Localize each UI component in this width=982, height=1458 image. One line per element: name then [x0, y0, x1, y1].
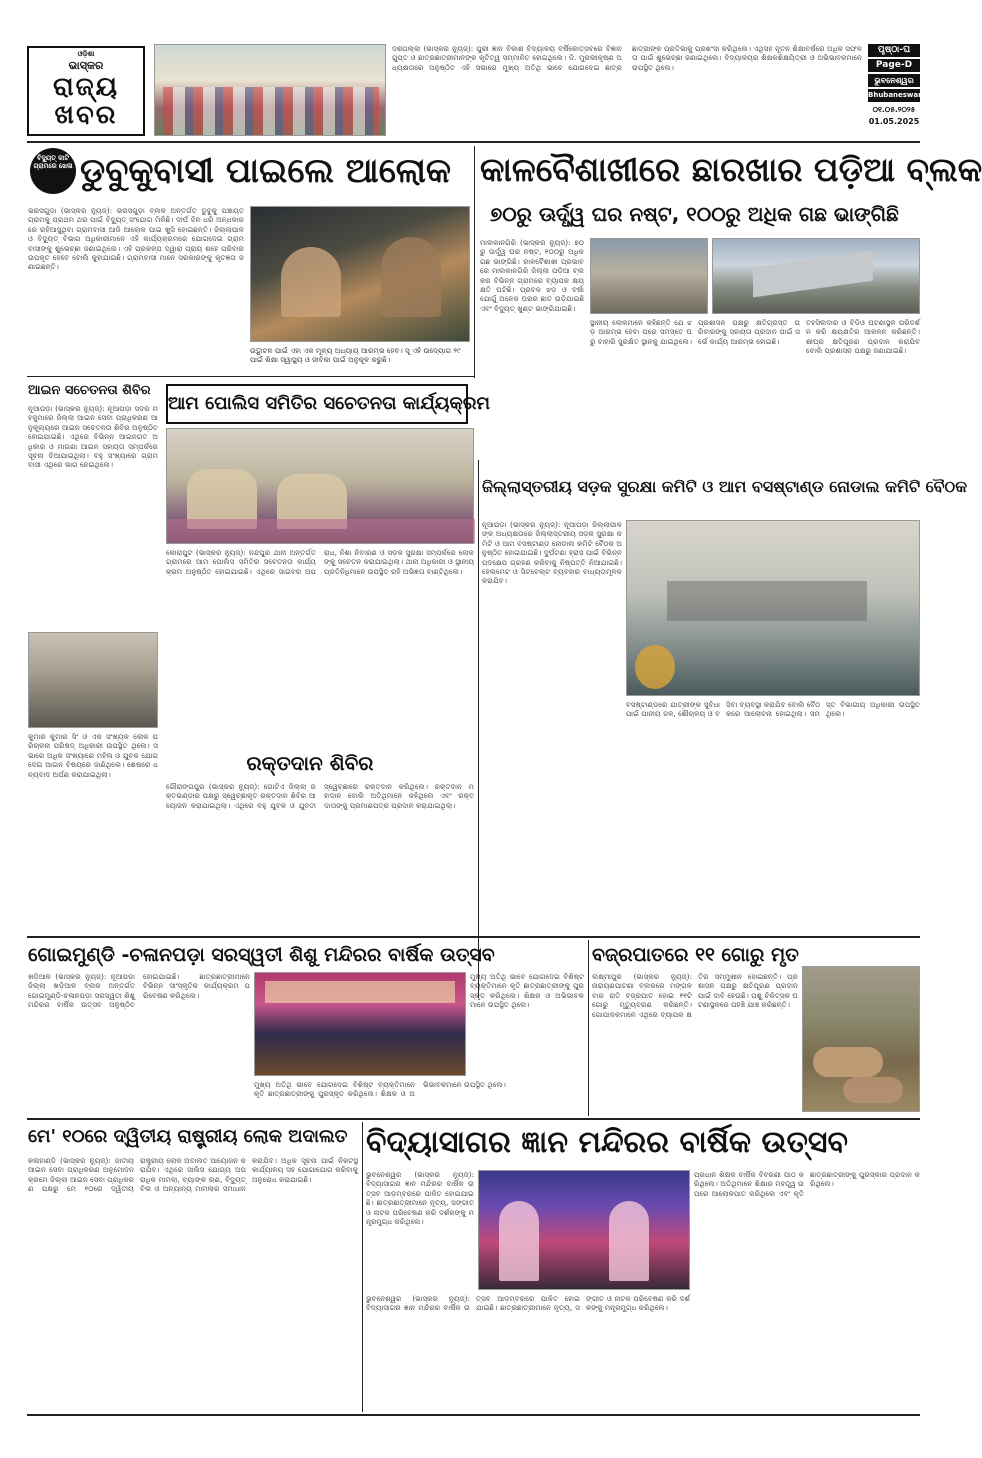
- story9-text: କଳାହାଣ୍ଡି (ଭାସ୍କର ନ୍ୟୁଜ୍): ଜାତୀୟ ଆଇନ ସେବା ପ୍ରାଧିକରଣ ଅନୁମୋଦନ କ୍ରମେ ଜିଲ୍ଲା ଆଇନ ସେବା ପ୍ରାଧିକରଣ ପକ୍ଷରୁ ମେ ୧୦ରେ ଦ୍ୱିତୀୟ ରାଷ୍ଟ୍ରୀୟ ଲୋକ ଅଦାଲତ ଆୟୋଜନ କରାଯିବ। ଏଥିରେ ସାଲିସ ଯୋଗ୍ୟ ଅପରାଧିକ ମାମଲା, ବ୍ୟାଙ୍କ ଋଣ, ବିଦ୍ୟୁତ୍ ବିଲ ଓ ଅନ୍ୟାନ୍ୟ ମାମଲାର ସମାଧାନ କରାଯିବ। ଅଧିକ ସୂଚନା ପାଇଁ ନିକଟସ୍ଥ କାର୍ଯ୍ୟାଳୟ ସହ ଯୋଗାଯୋଗ କରିବାକୁ ଅନୁରୋଧ କରାଯାଇଛି।: [28, 1156, 361, 1194]
- story4-text: କୋରାପୁଟ (ଭାସ୍କର ନ୍ୟୁଜ୍): ନନ୍ଦପୁର ଥାନା ଅନ୍ତର୍ଗତ ଗ୍ରାମରେ ଆମ ପୋଲିସ ସମିତିର ସଚେତନତା କାର୍ଯ୍ୟକ୍ରମ ଅନୁଷ୍ଠିତ ହୋଇଯାଇଛି। ଏଥିରେ ସାଇବର ଅପରାଧ, ନିଶା ନିବାରଣ ଓ ସଡ଼କ ସୁରକ୍ଷା ସମ୍ପର୍କରେ ଲୋକଙ୍କୁ ସଚେତନ କରାଯାଇଥିଲା। ଥାନା ଅଧିକାରୀ ଓ ସ୍ଥାନୀୟ ପ୍ରତିନିଧିମାନେ ଉପସ୍ଥିତ ରହି ଅଭିଜ୍ଞତା ବାଣ୍ଟିଥିଲେ।: [166, 548, 477, 576]
- story8-text: ଲକ୍ଷ୍ମୀପୁର (ଭାସ୍କର ନ୍ୟୁଜ୍): ନାରାୟଣପାଟଣା ବ୍ଲକରେ ମଙ୍ଗଳବାର ରାତି ବଜ୍ରପାତ ହୋଇ ୧୧ଟି ଗୋରୁ ମୃତ୍ୟୁବରଣ କରିଛନ୍ତି। ଗୋପାଳକମାନେ ଏଥିରେ ବ୍ୟାପକ କ୍ଷତିର ସମ୍ମୁଖୀନ ହୋଇଛନ୍ତି। ପ୍ରଶାସନ ପକ୍ଷରୁ କ୍ଷତିପୂରଣ ପ୍ରଦାନ ପାଇଁ ଦାବି ହେଉଛି। ପଶୁ ଚିକିତ୍ସକ ଘଟଣାସ୍ଥଳରେ ପହଞ୍ଚି ଯାଞ୍ଚ କରିଛନ୍ତି।: [592, 972, 801, 1019]
- city-en: Bhubaneswar: [868, 89, 920, 102]
- story10-text: ଭୁବନେଶ୍ୱର (ଭାସ୍କର ନ୍ୟୁଜ୍): ବିଦ୍ୟାସାଗର ଜ୍ଞାନ ମନ୍ଦିରର ବାର୍ଷିକ ଉତ୍ସବ ଆଡ଼ମ୍ବରରେ ପାଳିତ ହୋଇଯାଇଛି। ଛାତ୍ରଛାତ୍ରୀମାନେ ନୃତ୍ୟ, ସଙ୍ଗୀତ ଓ ନାଟକ ପରିବେଷଣ କରି ଦର୍ଶକଙ୍କୁ ମନ୍ତ୍ରମୁଗ୍ଧ କରିଥିଲେ।: [366, 1170, 477, 1227]
- story3-text: ନୂଆପଡ଼ା (ଭାସ୍କର ନ୍ୟୁଜ୍): ନୂଆପଡ଼ା ସଦର ମହକୁମାରେ ଜିଲ୍ଲା ଆଇନ ସେବା ପ୍ରାଧିକରଣ ଆନୁକୂଲ୍ୟରେ ଆଇନ ସଚେତନତା ଶିବିର ଅନୁଷ୍ଠିତ ହୋଇଯାଇଛି। ଏଥିରେ ବିଭିନ୍ନ ଆଇନଗତ ଅଧିକାର ଓ ମାଗଣା ଆଇନ ସହାୟତା ସମ୍ପର୍କରେ ସୂଚନା ଦିଆଯାଇଥିଲା। ବହୁ ସଂଖ୍ୟାରେ ଗ୍ରାମବାସୀ ଏଥିରେ ଭାଗ ନେଇଥିଲେ।: [28, 404, 161, 470]
- story9-headline: ମେ' ୧୦ରେ ଦ୍ୱିତୀୟ ରାଷ୍ଟ୍ରୀୟ ଲୋକ ଅଦାଲତ: [28, 1126, 348, 1147]
- top-story-text: ଦଶପଲ୍ଲା (ଭାସ୍କର ନ୍ୟୁଜ୍): ପୁରୀ ଜ୍ଞାନ ବିକାଶ ବିଦ୍ୟାଳୟ ବର୍ଷିକୋତ୍ସବରେ ବିଜ୍ଞାନ ଗୁପ୍ତ ଓ ଛାତ୍ରଛାତ୍ରୀମାନଙ୍କ କୃତିତ୍ୱ ସମ୍ମାନିତ ହୋଇଥିଲେ। ଡି. ମୁରଲୀକୃଷ୍ଣ ଅଧ୍ୟକ୍ଷତାରେ ଅନୁଷ୍ଠିତ ଏହି ସଭାରେ ମୁଖ୍ୟ ଅତିଥି ଭାବେ ଯୋଗଦେଇ ଛାତ୍ରଛାତ୍ରୀଙ୍କ ପ୍ରତିଭାକୁ ପ୍ରଶଂସା କରିଥିଲେ। ଏଥିସହ ନୂତନ ଶିକ୍ଷାବର୍ଷରେ ଅଧିକ ସଫଳତା ପାଇଁ ଶୁଭେଚ୍ଛା ଜଣାଇଥିଲେ। ବିଦ୍ୟାଳୟର ଶିକ୍ଷକଶିକ୍ଷୟିତ୍ରୀ ଓ ଅଭିଭାବକମାନେ ଉପସ୍ଥିତ ଥିଲେ।: [392, 44, 865, 72]
- story1-photo: [250, 206, 470, 342]
- story4-photo: [166, 428, 474, 544]
- masthead-brand: ଭାସ୍କର: [68, 59, 104, 72]
- masthead-line2: ଖବର: [54, 100, 118, 130]
- city-or: ଭୁବନେଶ୍ୱର: [868, 74, 920, 87]
- story8-headline: ବଜ୍ରପାତରେ ୧୧ ଗୋରୁ ମୃତ: [592, 944, 799, 966]
- story1-tag: ବିଦ୍ୟୁତ୍ କାଟି ଗ୍ରାମରେ ଖେଳା: [30, 148, 76, 194]
- story2-headline: କାଳବୈଶାଖୀରେ ଛାରଖାର ପଡ଼ିଆ ବ୍ଲକ: [480, 150, 982, 189]
- story10-photo: [478, 1170, 690, 1290]
- story5-text: ନୂଆପଡ଼ା (ଭାସ୍କର ନ୍ୟୁଜ୍): ନୂଆପଡ଼ା ଜିଲ୍ଲାପାଳଙ୍କ ଅଧ୍ୟକ୍ଷତାରେ ଜିଲ୍ଲାସ୍ତରୀୟ ସଡ଼କ ସୁରକ୍ଷା କମିଟି ଓ ଆମ ବସଷ୍ଟାଣ୍ଡ ନୋଡାଲ କମିଟି ବୈଠକ ଅନୁଷ୍ଠିତ ହୋଇଯାଇଛି। ଦୁର୍ଘଟଣା ହ୍ରାସ ପାଇଁ ବିଭିନ୍ନ ପଦକ୍ଷେପ ଗ୍ରହଣ କରିବାକୁ ନିଷ୍ପତ୍ତି ନିଆଯାଇଛି। ହେଲମେଟ ଓ ସିଟବେଲ୍ଟ ବ୍ୟବହାର ବାଧ୍ୟତାମୂଳକ କରାଯିବ।: [482, 520, 625, 586]
- story2-subhead: ୭୦ରୁ ଊର୍ଦ୍ଧ୍ୱ ଘର ନଷ୍ଟ, ୧୦୦ରୁ ଅଧିକ ଗଛ ଭାଙ୍ଗିଛି: [490, 202, 899, 226]
- masthead-top: ଓଡ଼ିଶା: [77, 50, 95, 58]
- story6-text: ଗୌରାଙ୍ଗପୁର (ଭାସ୍କର ନ୍ୟୁଜ୍): ଗୋଟିଏ ଜିଲ୍ଲା ରକ୍ତଭଣ୍ଡାର ପକ୍ଷରୁ ସ୍ୱେଚ୍ଛାକୃତ ରକ୍ତଦାନ ଶିବିର ଆୟୋଜନ କରାଯାଇଥିଲା। ଏଥିରେ ବହୁ ଯୁବକ ଓ ଯୁବତୀ ସ୍ୱେଚ୍ଛାରେ ରକ୍ତଦାନ କରିଥିଲେ। ରକ୍ତଦାନ ମହାଦାନ ବୋଲି ଅତିଥିମାନେ କହିଥିଲେ ଏବଂ ରକ୍ତଦାତାଙ୍କୁ ପ୍ରମାଣପତ୍ର ପ୍ରଦାନ କରାଯାଇଥିଲା।: [166, 782, 474, 810]
- story2-photo-left: [590, 238, 708, 314]
- masthead-line1: ରାଜ୍ୟ: [52, 72, 120, 102]
- story10-text3: ଭୁବନେଶ୍ୱର (ଭାସ୍କର ନ୍ୟୁଜ୍): ବିଦ୍ୟାସାଗର ଜ୍ଞାନ ମନ୍ଦିରର ବାର୍ଷିକ ଉତ୍ସବ ଆଡ଼ମ୍ବରରେ ପାଳିତ ହୋଇଯାଇଛି। ଛାତ୍ରଛାତ୍ରୀମାନେ ନୃତ୍ୟ, ସଙ୍ଗୀତ ଓ ନାଟକ ପରିବେଷଣ କରି ଦର୍ଶକଙ୍କୁ ମନ୍ତ୍ରମୁଗ୍ଧ କରିଥିଲେ।: [366, 1294, 690, 1313]
- story3-text2: କୁମାର କୁମାର ସିଂ ଓ ଏକ ସଂଖ୍ୟକ ଲୋକ ପରିଚାଳନା ପରିଷଦ୍ ଅଧିକାରୀ ଉପସ୍ଥିତ ଥିଲେ। ସଭାରେ ଅଧିକ ସଂଖ୍ୟାରେ ମହିଳା ଓ ଯୁବକ ଯୋଗଦେଇ ଆଇନ ବିଷୟରେ ଜାଣିଥିଲେ। ଶେଷରେ ଧନ୍ୟବାଦ ଅର୍ପଣ କରାଯାଇଥିଲା।: [28, 732, 158, 779]
- story7-photo: [254, 972, 466, 1076]
- story6-headline: ରକ୍ତଦାନ ଶିବିର: [246, 751, 374, 775]
- story7-text3: ମୁଖ୍ୟ ଅତିଥି ଭାବେ ଯୋଗଦେଇ ବିଶିଷ୍ଟ ବ୍ୟକ୍ତିମାନେ କୃତି ଛାତ୍ରଛାତ୍ରୀଙ୍କୁ ପୁରସ୍କୃତ କରିଥିଲେ। ଶିକ୍ଷକ ଓ ଅଭିଭାବକମାନେ ଉପସ୍ଥିତ ଥିଲେ।: [470, 972, 587, 1010]
- story3-headline: ଆଇନ ସଚେତନତା ଶିବିର: [28, 383, 151, 398]
- story10-text2: ପ୍ରଧାନ ଶିକ୍ଷକ ବାର୍ଷିକ ବିବରଣୀ ପାଠ କରିଥିଲେ। ଅତିଥିମାନେ ଶିକ୍ଷାର ମହତ୍ତ୍ୱ ଉପରେ ଆଲୋକପାତ କରିଥିଲେ ଏବଂ କୃତି ଛାତ୍ରଛାତ୍ରୀଙ୍କୁ ପୁରସ୍କାର ପ୍ରଦାନ କରିଥିଲେ।: [694, 1170, 920, 1198]
- page-info: [868, 44, 920, 136]
- story7-text: ଖଡ଼ିଆଳ (ଭାସ୍କର ନ୍ୟୁଜ୍): ନୂଆପଡ଼ା ଜିଲ୍ଲା ଖଡ଼ିଆଳ ବ୍ଲକ ଅନ୍ତର୍ଗତ ଗୋଇମୁଣ୍ଡି-ଚଳାନପଡ଼ା ସରସ୍ୱତୀ ଶିଶୁ ମନ୍ଦିରର ବାର୍ଷିକ ଉତ୍ସବ ଅନୁଷ୍ଠିତ ହୋଇଯାଇଛି। ଛାତ୍ରଛାତ୍ରୀମାନେ ବିଭିନ୍ନ ସାଂସ୍କୃତିକ କାର୍ଯ୍ୟକ୍ରମ ପରିବେଷଣ କରିଥିଲେ।: [28, 972, 253, 1010]
- page-number-en: Page-D: [868, 59, 920, 72]
- date-en: 01.05.2025: [868, 117, 920, 126]
- story1-caption: ଉଦ୍ଘାଟନ ପାଇଁ ଏହା ଏକ ମୂଳ୍ୟ ଅଧ୍ୟାୟ ଆରମ୍ଭ ହେବ। ସୂ ଏହି ଉଦ୍ୟୋଗ ୨୯ ପାଇଁ ଶିକ୍ଷା ସ୍ୱାସ୍ଥ୍ୟ ଓ ଜୀବିକା ପାଇଁ ଅନୁକୂଳ କରୁଛି।: [250, 346, 461, 364]
- story10-headline: ବିଦ୍ୟାସାଗର ଜ୍ଞାନ ମନ୍ଦିରର ବାର୍ଷିକ ଉତ୍ସବ: [366, 1125, 848, 1160]
- date-or: ୦୧.୦୫.୨୦୨୫: [872, 105, 916, 114]
- story1-headline: ଡୁବୁକୁବାସୀ ପାଇଲେ ଆଲୋକ: [80, 151, 452, 191]
- story5-photo: [626, 520, 920, 696]
- story5-headline: ଜିଲ୍ଲାସ୍ତରୀୟ ସଡ଼କ ସୁରକ୍ଷା କମିଟି ଓ ଆମ ବସଷ୍ଟାଣ୍ଡ ନୋଡାଲ କମିଟି ବୈଠକ: [482, 477, 968, 496]
- story2-text-right: ତହସିଲଦାର ଓ ବିଡିଓ ଘଟଣାସ୍ଥଳ ପରିଦର୍ଶନ କରି କ୍ଷୟକ୍ଷତିର ଆକଳନ କରିଛନ୍ତି। ଶୀଘ୍ର କ୍ଷତିପୂରଣ ପ୍ରଦାନ କରାଯିବ ବୋଲି ପ୍ରଶାସନ ପକ୍ଷରୁ ଜଣାଯାଇଛି।: [806, 318, 923, 356]
- story2-text-mid: ସ୍ଥାନୀୟ ଲୋକମାନେ କହିଛନ୍ତି ଯେ ଝଡ଼ ଆରମ୍ଭ ହେବା ପରେ ସମସ୍ତେ ଘରୁ ବାହାରି ସୁରକ୍ଷିତ ସ୍ଥାନକୁ ଯାଇଥିଲେ। ପ୍ରଶାସନ ପକ୍ଷରୁ କ୍ଷତିଗ୍ରସ୍ତ ପରିବାରଙ୍କୁ ସହାୟତା ପ୍ରଦାନ ପାଇଁ ସର୍ଭେ କାର୍ଯ୍ୟ ଆରମ୍ଭ ହୋଇଛି।: [590, 318, 800, 346]
- story3-photo: [28, 632, 158, 728]
- story2-photo-right: [712, 238, 920, 314]
- story7-headline: ଗୋଇମୁଣ୍ଡି -ଚଳାନପଡ଼ା ସରସ୍ୱତୀ ଶିଶୁ ମନ୍ଦିରର ବାର୍ଷିକ ଉତ୍ସବ: [28, 944, 495, 966]
- masthead: [27, 46, 145, 136]
- page-number-or: ପୃଷ୍ଠା-ଘ: [868, 44, 920, 57]
- story8-photo: [802, 966, 920, 1112]
- story2-text-left: ମାଲକାନଗିରି (ଭାସ୍କର ନ୍ୟୁଜ୍): ୭୦ରୁ ଊର୍ଦ୍ଧ୍ୱ ଘର ନଷ୍ଟ, ୧୦୦ରୁ ଅଧିକ ଗଛ ଭାଙ୍ଗିଛି। କାଳବୈଶାଖୀ ପ୍ରଭାବରେ ମାଲକାନଗିରି ଜିଲ୍ଲା ପଡ଼ିଆ ବ୍ଲକର ବିଭିନ୍ନ ଗ୍ରାମରେ ବ୍ୟାପକ କ୍ଷୟକ୍ଷତି ଘଟିଛି। ପ୍ରବଳ ଝଡ଼ ଓ ବର୍ଷା ଯୋଗୁଁ ଅନେକ ଘରର ଛାତ ଉଡ଼ିଯାଇଛି ଏବଂ ବିଦ୍ୟୁତ୍ ଖୁଣ୍ଟ ଭାଙ୍ଗିଯାଇଛି।: [480, 238, 587, 313]
- story1-text: ଭରସଗୁଡ଼ା (ଭାସ୍କର ନ୍ୟୁଜ୍): ଭରସଗୁଡ଼ା ବ୍ଲକ ଅନ୍ତର୍ଗତ ଡୁବୁକୁ ପଞ୍ଚାୟତ ଗ୍ରାମକୁ ପ୍ରଥମ ଥର ପାଇଁ ବିଦ୍ୟୁତ୍ ସଂଯୋଗ ମିଳିଛି। ଦୀର୍ଘ ଦିନ ଧରି ଅନ୍ଧକାରରେ ରହିଆସୁଥିବା ଗ୍ରାମବାସୀ ଆଜି ଆଲୋକ ପାଇ ଖୁସି ହୋଇଛନ୍ତି। ଜିଲ୍ଲାପାଳ ଓ ବିଦ୍ୟୁତ୍ ବିଭାଗ ଅଧିକାରୀମାନେ ଏହି କାର୍ଯ୍ୟକ୍ରମରେ ଯୋଗଦେଇ ଗ୍ରାମବାସୀଙ୍କୁ ଶୁଭେଚ୍ଛା ଜଣାଇଥିଲେ। ଏହି ପ୍ରକଳ୍ପ ଦ୍ୱାରା ପ୍ରାୟ ଶହେ ପରିବାର ଉପକୃତ ହେବେ ବୋଲି କୁହାଯାଇଛି। ଗ୍ରାମବାସୀ ମାନେ ସରକାରଙ୍କୁ କୃତଜ୍ଞତା ଜଣାଇଛନ୍ତି।: [28, 206, 247, 272]
- story7-text2: ମୁଖ୍ୟ ଅତିଥି ଭାବେ ଯୋଗଦେଇ ବିଶିଷ୍ଟ ବ୍ୟକ୍ତିମାନେ କୃତି ଛାତ୍ରଛାତ୍ରୀଙ୍କୁ ପୁରସ୍କୃତ କରିଥିଲେ। ଶିକ୍ଷକ ଓ ଅଭିଭାବକମାନେ ଉପସ୍ଥିତ ଥିଲେ।: [254, 1080, 506, 1099]
- story5-text2: ବସଷ୍ଟାଣ୍ଡରେ ଯାତ୍ରୀଙ୍କ ସୁବିଧା ପାଇଁ ପାନୀୟ ଜଳ, ଶୌଚାଳୟ ଓ ବସିବା ବ୍ୟବସ୍ଥା କରାଯିବ ବୋଲି ବୈଠକରେ ଆଲୋଚନା ହୋଇଥିଲା। ସମସ୍ତ ବିଭାଗୀୟ ଅଧିକାରୀ ଉପସ୍ଥିତ ଥିଲେ।: [626, 700, 923, 719]
- story4-headline: ଆମ ପୋଲିସ ସମିତିର ସଚେତନତା କାର୍ଯ୍ୟକ୍ରମ: [166, 384, 468, 424]
- masthead-photo: [154, 44, 386, 136]
